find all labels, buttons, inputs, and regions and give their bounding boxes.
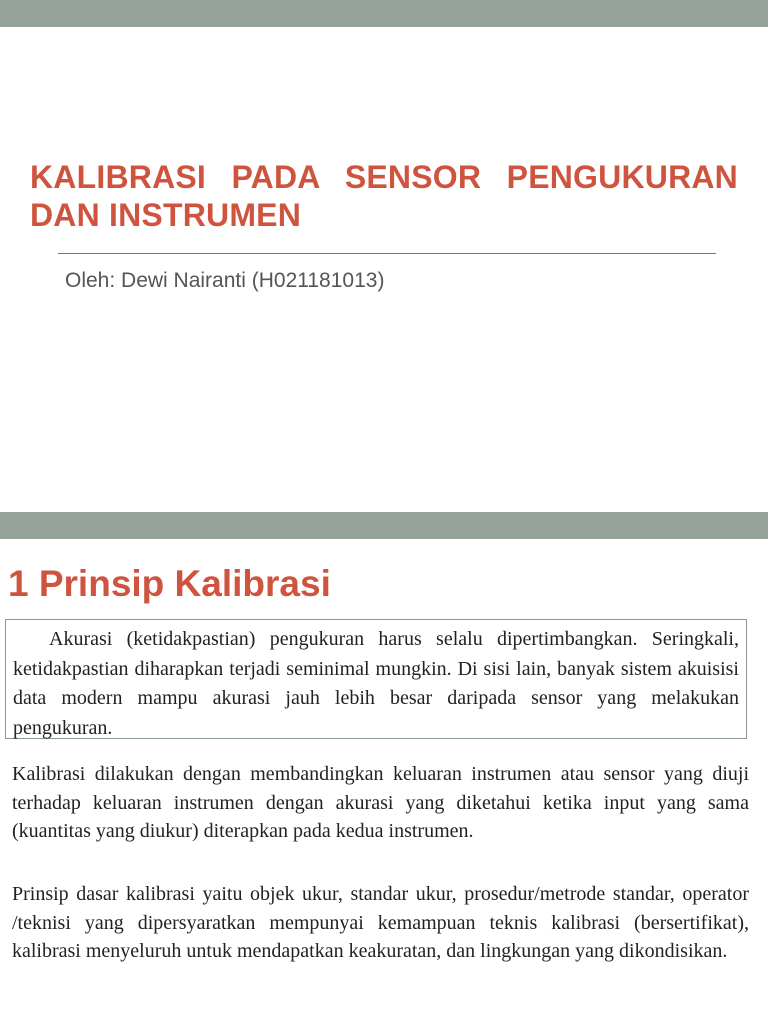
boxed-paragraph: Akurasi (ketidakpastian) pengukuran harus selalu dipertimbangkan. Seringkali, ketidakpastian diharapkan terjadi seminimal mungkin. Di sisi lain, banyak sistem akuisisi data modern mampu akurasi jauh lebih besar daripada sensor yang melakukan pengukuran. xyxy=(5,619,747,739)
slide-subtitle: Oleh: Dewi Nairanti (H021181013) xyxy=(65,269,385,292)
body-paragraph: Kalibrasi dilakukan dengan membandingkan keluaran instrumen atau sensor yang diuji terhadap keluaran instrumen dengan akurasi yang diketahui ketika input yang sama (kuantitas yang diukur) diterapkan pada kedua instrumen. xyxy=(12,763,749,842)
slide-top-bar xyxy=(0,512,768,539)
section-heading: 1 Prinsip Kalibrasi xyxy=(8,563,331,604)
slide-top-bar xyxy=(0,0,768,27)
slide-title: KALIBRASI PADA SENSOR PENGUKURAN DAN INSTRUMEN xyxy=(30,159,738,233)
title-divider xyxy=(58,253,716,254)
body-paragraph: Prinsip dasar kalibrasi yaitu objek ukur, standar ukur, prosedur/metrode standar, operator /teknisi yang dipersyaratkan mempunyai kemampuan teknis kalibrasi (bersertifikat), kalibrasi menyeluruh untuk mendapatkan keakuratan, dan lingkungan yang dikondisikan. xyxy=(12,883,749,962)
content-slide xyxy=(0,512,768,1024)
